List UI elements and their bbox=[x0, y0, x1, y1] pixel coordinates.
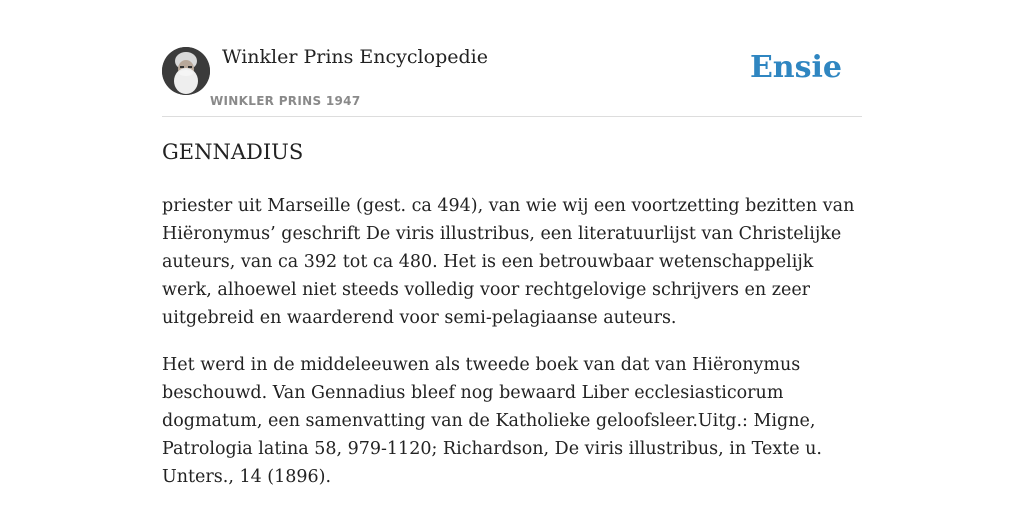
article-paragraph: priester uit Marseille (gest. ca 494), van wie wij een voortzetting bezitten van Hiëronymus’ geschrift De viris illustribus, een literatuurlijst van Christelijke auteurs, van ca 392 tot ca 480. Het is een betrouwbaar wetenschappelijk werk, alhoewel niet steeds volledig voor rechtgelovige schrijvers en zeer uitgebreid en waarderend voor semi-pelagiaanse auteurs. bbox=[162, 196, 855, 328]
article-body bbox=[162, 192, 862, 510]
article-title: GENNADIUS bbox=[162, 140, 304, 164]
author-avatar[interactable] bbox=[162, 47, 210, 95]
header bbox=[162, 40, 862, 117]
article-paragraph: Het werd in de middeleeuwen als tweede boek van dat van Hiëronymus beschouwd. Van Gennadius bleef nog bewaard Liber ecclesiasticorum dogmatum, een samenvatting van de Katholieke geloofsleer.Uitg.: Migne, Patrologia latina 58, 979-1120; Richardson, De viris illustribus, in Texte u. Unters., 14 (1896). bbox=[162, 355, 822, 487]
site-name[interactable]: Winkler Prins Encyclopedie bbox=[222, 46, 488, 68]
page bbox=[162, 0, 862, 512]
ensie-logo[interactable]: Ensie bbox=[749, 50, 842, 85]
source-tag[interactable]: WINKLER PRINS 1947 bbox=[210, 94, 361, 108]
bearded-man-portrait-icon bbox=[162, 47, 210, 95]
